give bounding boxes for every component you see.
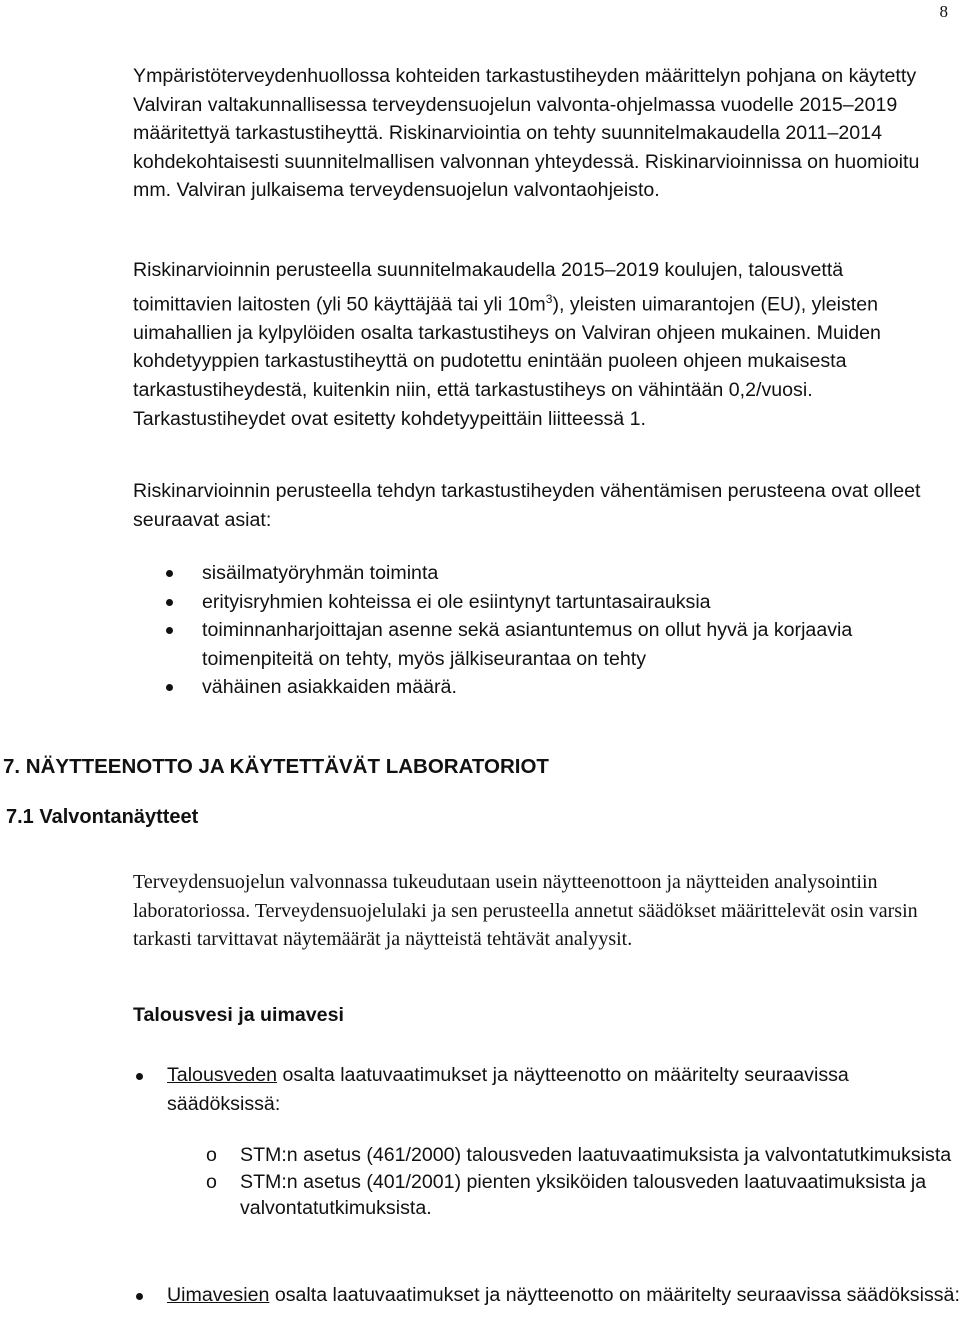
list-item-text: STM:n asetus (401/2001) pienten yksiköiden talousveden laatuvaatimuksista ja valvontatutkimuksista. — [240, 1170, 927, 1220]
list-item — [0, 1142, 960, 1169]
bullet-icon — [136, 1073, 143, 1080]
list-item — [0, 588, 960, 617]
sub-bullet-marker: o — [206, 1144, 217, 1166]
list-item-text: STM:n asetus (461/2000) talousveden laatuvaatimuksista ja valvontatutkimuksista — [240, 1144, 952, 1166]
list-item-text: erityisryhmien kohteissa ei ole esiintynyt tartuntasairauksia — [202, 590, 711, 613]
paragraph-risk-assessment: Ympäristöterveydenhuollossa kohteiden tarkastustiheyden määrittelyn pohjana on käytetty Valviran valtakunnallisessa terveydensuojelun valvonta-ohjelmassa vuodelle 2015–2019 määritettyä tarkastustiheyttä. Riskinarviointia on tehty suunnitelmakaudella 2011–2014 kohdekohtaisesti suunnitelmallisen valvonnan yhteydessä. Riskinarvioinnissa on huomioitu mm. Valviran julkaisema terveydensuojelun valvontaohjeisto. — [133, 65, 920, 202]
list-item-text — [0, 1281, 960, 1310]
bullet-icon — [136, 1293, 143, 1300]
regulations-list — [0, 1142, 960, 1222]
paragraph-text-part: ), yleisten uimarantojen (EU), yleisten uimahallien ja kylpylöiden osalta tarkastustiheys on Valviran ohjeen mukainen. Muiden kohdetyyppien tarkastustiheyttä on pudotettu enintään puoleen ohjeen mukaisesta tarkastustiheydestä, kuitenkin niin, että tarkastustiheys on vähintään 0,2/vuosi. Tarkastustiheydet ovat esitetty kohdetyypeittäin liitteessä 1. — [133, 293, 881, 430]
list-item — [0, 559, 960, 588]
list-item-text: toiminnanharjoittajan asenne sekä asiantuntemus on ollut hyvä ja korjaavia toimenpiteitä on tehty, myös jälkiseurantaa on tehty — [202, 619, 853, 670]
list-item — [0, 1169, 960, 1222]
bullet-icon — [166, 570, 173, 577]
list-item-text: sisäilmatyöryhmän toiminta — [202, 562, 439, 584]
list-item-text — [0, 1061, 960, 1118]
list-item — [0, 673, 960, 702]
drinking-water-bullet — [0, 1061, 960, 1118]
list-item-rest: osalta laatuvaatimukset ja näytteenotto on määritelty seuraavissa säädöksissä: — [167, 1064, 849, 1115]
section-heading: 7. NÄYTTEENOTTO JA KÄYTETTÄVÄT LABORATORIOT — [3, 755, 549, 778]
water-heading: Talousvesi ja uimavesi — [133, 1004, 344, 1026]
underlined-term: Uimavesien — [167, 1284, 270, 1306]
paragraph-inspection-frequency — [133, 256, 933, 433]
reasons-list — [0, 559, 960, 702]
paragraph-reduction-basis: Riskinarvioinnin perusteella tehdyn tarkastustiheyden vähentämisen perusteena ovat olleet seuraavat asiat: — [133, 480, 921, 531]
superscript: 3 — [545, 291, 553, 306]
subsection-heading: 7.1 Valvontanäytteet — [6, 806, 199, 828]
list-item — [0, 616, 960, 673]
paragraph-sampling-intro: Terveydensuojelun valvonnassa tukeudutaan usein näytteenottoon ja näytteiden analysointiin laboratoriossa. Terveydensuojelulaki ja sen perusteella annetut säädökset määrittelevät osin varsin tarkasti tarvittavat näytemäärät ja näytteistä tehtävät analyysit. — [133, 871, 918, 951]
paragraph-text-part: Riskinarvioinnin perusteella suunnitelmakaudella 2015–2019 koulujen, talousvettä toimittavien laitosten (yli 50 käyttäjää tai yli 10m — [133, 259, 844, 316]
bullet-icon — [166, 684, 173, 691]
sub-bullet-marker: o — [206, 1170, 217, 1193]
underlined-term: Talousveden — [167, 1064, 278, 1086]
list-item-text: vähäinen asiakkaiden määrä. — [202, 676, 457, 699]
list-item-rest: osalta laatuvaatimukset ja näytteenotto on määritelty seuraavissa säädöksissä: — [269, 1284, 960, 1306]
bullet-icon — [166, 599, 173, 606]
bathing-water-bullet — [0, 1281, 960, 1310]
page-number: 8 — [939, 2, 948, 21]
bullet-icon — [166, 627, 173, 634]
